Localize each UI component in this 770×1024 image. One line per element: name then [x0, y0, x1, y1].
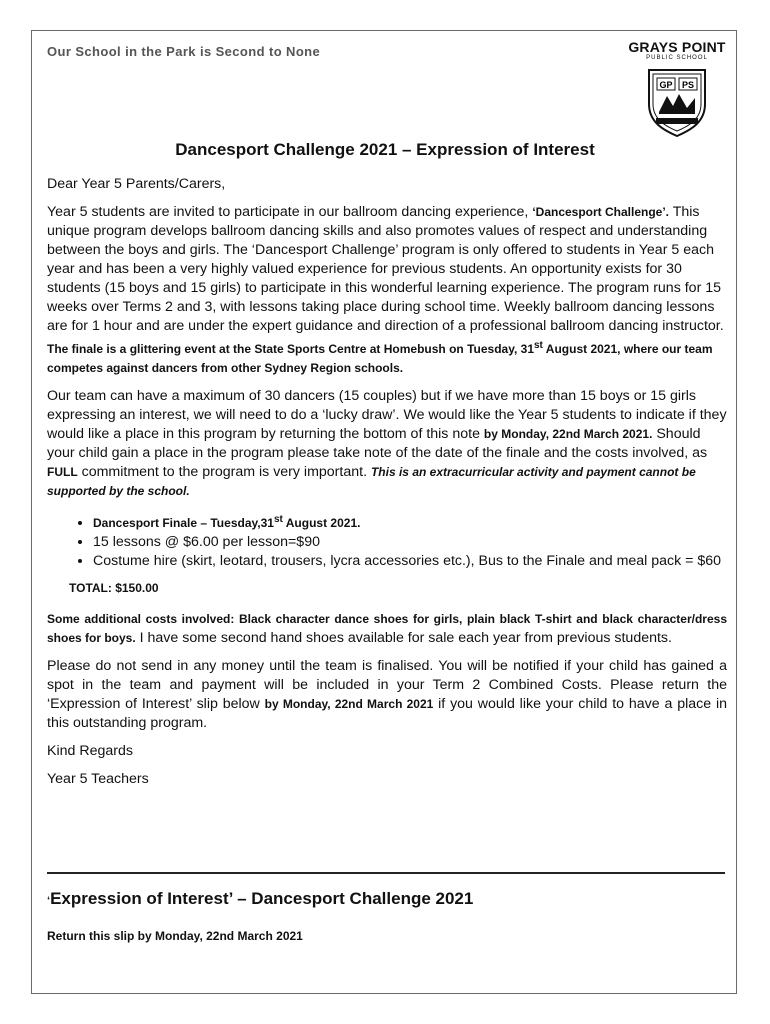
paragraph-payment: Please do not send in any money until the team is finalised. You will be notified if your child has gained a spot in the team and payment will be included in your Term 2 Combined Costs. Please return the ‘Expression of Interest’ slip below by Monday, 22nd March 2021 if you would like your child to have a place in this outstanding program. — [47, 658, 727, 731]
slip-title: ‘Expression of Interest’ – Dancesport Challenge 2021 — [47, 889, 474, 908]
letter-body — [47, 175, 727, 798]
school-subtitle: PUBLIC SCHOOL — [646, 55, 708, 61]
paragraph-intro: Year 5 students are invited to participate in our ballroom dancing experience, ‘Dancesport Challenge’. This unique program develops ballroom dancing skills and also promotes values of respect and understanding between the boys and girls. The ‘Dancesport Challenge’ program is only offered to students in Year 5 each year and has been a very highly valued experience for previous students. An opportunity exists for 30 students (15 boys and 15 girls) to participate in this wonderful learning experience. The program runs for 15 weeks over Terms 2 and 3, with lessons taking place during school time. Weekly ballroom dancing lessons are for 1 hour and are under the expert guidance and direction of a professional ballroom dancing instructor. The finale is a glittering event at the State Sports Centre at Homebush on Tuesday, 31st August 2021, where our team competes against dancers from other Sydney Region schools. — [47, 204, 724, 375]
cost-total: TOTAL: $150.00 — [69, 581, 159, 595]
cost-item-costume: • Costume hire (skirt, leotard, trousers, lycra accessories etc.), Bus to the Finale and meal pack = $60 — [93, 552, 727, 571]
cost-item-finale: • Dancesport Finale – Tuesday,31st August 2021. — [93, 510, 727, 533]
school-crest-icon — [641, 64, 713, 138]
school-logo — [624, 40, 730, 138]
crest-left-letters: GP — [659, 80, 673, 90]
slip-instruction: Return this slip by Monday, 22nd March 2021 — [47, 929, 303, 943]
school-tagline: Our School in the Park is Second to None — [47, 44, 321, 59]
page-title: Dancesport Challenge 2021 – Expression of Interest — [175, 140, 595, 159]
cost-list — [47, 510, 727, 571]
paragraph-selection: Our team can have a maximum of 30 dancers (15 couples) but if we have more than 15 boys or 15 girls expressing an interest, we will need to do a ‘lucky draw’. We would like the Year 5 students to indicate if they would like a place in this program by returning the bottom of this note by Monday, 22nd March 2021. Should your child gain a place in the program please take note of the date of the finale and the costs involved, as FULL commitment to the program is very important. This is an extracurricular activity and payment cannot be supported by the school. — [47, 388, 727, 498]
greeting: Dear Year 5 Parents/Carers, — [47, 176, 226, 192]
closing: Kind Regards — [47, 743, 133, 759]
cost-item-lessons: • 15 lessons @ $6.00 per lesson=$90 — [93, 533, 727, 552]
paragraph-additional-costs: Some additional costs involved: Black character dance shoes for girls, plain black T-shirt and black character/dress shoes for boys. I have some second hand shoes available for sale each year from previous students. — [47, 612, 727, 646]
slip-divider — [47, 872, 725, 874]
school-name: GRAYS POINT — [628, 39, 726, 55]
crest-right-letters: PS — [681, 80, 695, 90]
signoff: Year 5 Teachers — [47, 771, 149, 787]
